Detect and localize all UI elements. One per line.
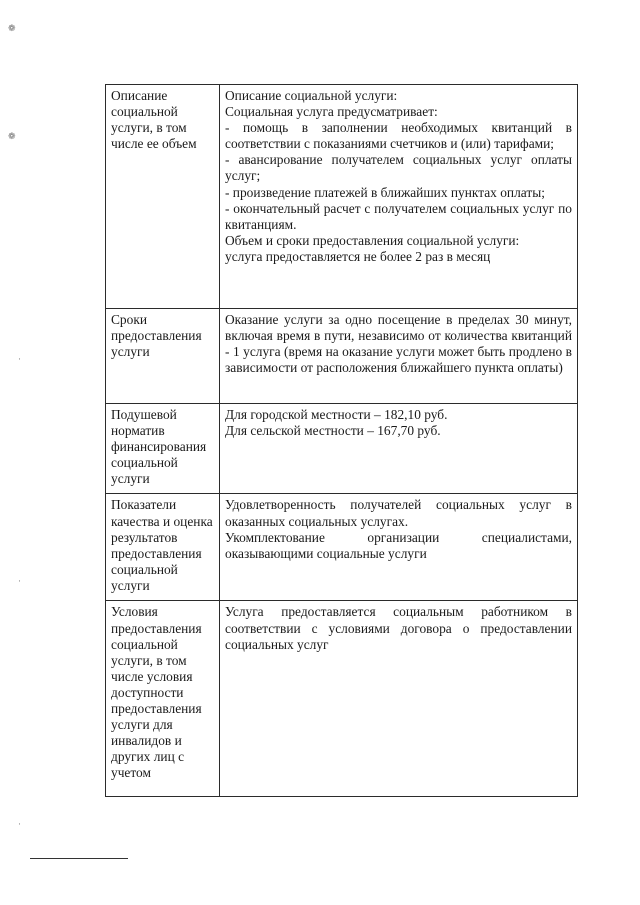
table-row-quality (106, 494, 578, 601)
row-label: Описание социальной услуги, в том числе ее объем (106, 85, 220, 309)
service-table (105, 84, 578, 797)
footnote-separator (30, 858, 128, 859)
scan-mark: ❁ (8, 23, 16, 33)
content-line: Услуга предоставляется социальным работником в соответствии с условиями договора о предоставлении социальных услуг (225, 604, 572, 652)
content-line: Укомплектование организации специалистами, оказывающими социальные услуги (225, 529, 572, 561)
content-line: Удовлетворенность получателей социальных услуг в оказанных социальных услугах. (225, 497, 572, 529)
content-line: Для городской местности – 182,10 руб. (225, 407, 448, 422)
row-content (220, 601, 578, 797)
row-label: Условия предоставления социальной услуги, в том числе условия доступности предоставления услуги для инвалидов и других лиц с учетом (106, 601, 220, 797)
content-line: Социальная услуга предусматривает: (225, 104, 438, 120)
row-content (220, 309, 578, 404)
content-line: - авансирование получателем социальных услуг оплаты услуг; (225, 152, 572, 184)
row-label: Подушевой норматив финансирования социальной услуги (106, 404, 220, 494)
scan-mark: · (18, 576, 21, 586)
content-line: услуга предоставляется не более 2 раз в месяц (225, 248, 491, 264)
table-row-terms (106, 309, 578, 404)
table-row-conditions (106, 601, 578, 797)
content-line: - произведение платежей в ближайших пунктах оплаты; (225, 184, 545, 200)
content-line: Описание социальной услуги: (225, 88, 398, 103)
scan-mark: · (18, 354, 21, 364)
row-label: Сроки предоставления услуги (106, 309, 220, 404)
content-line: Для сельской местности – 167,70 руб. (225, 423, 441, 439)
content-line: Объем и сроки предоставления социальной услуги: (225, 232, 520, 248)
row-content (220, 494, 578, 601)
row-label: Показатели качества и оценка результатов предоставления социальной услуги (106, 494, 220, 601)
row-content (220, 404, 578, 494)
row-content (220, 85, 578, 309)
scan-mark: ❁ (8, 131, 16, 141)
content-line: - помощь в заполнении необходимых квитанций в соответствии с показаниями счетчиков и (или) тарифами; (225, 120, 572, 152)
content-line: - окончательный расчет с получателем социальных услуг по квитанциям. (225, 200, 572, 232)
table-row-funding-norm (106, 404, 578, 494)
scan-mark: · (18, 819, 21, 829)
table-row-description (106, 85, 578, 309)
content-line: Оказание услуги за одно посещение в пределах 30 минут, включая время в пути, независимо от количества квитанций - 1 услуга (время на оказание услуги может быть продлено в зависимости от расположения ближайшего пункта оплаты) (225, 312, 572, 376)
